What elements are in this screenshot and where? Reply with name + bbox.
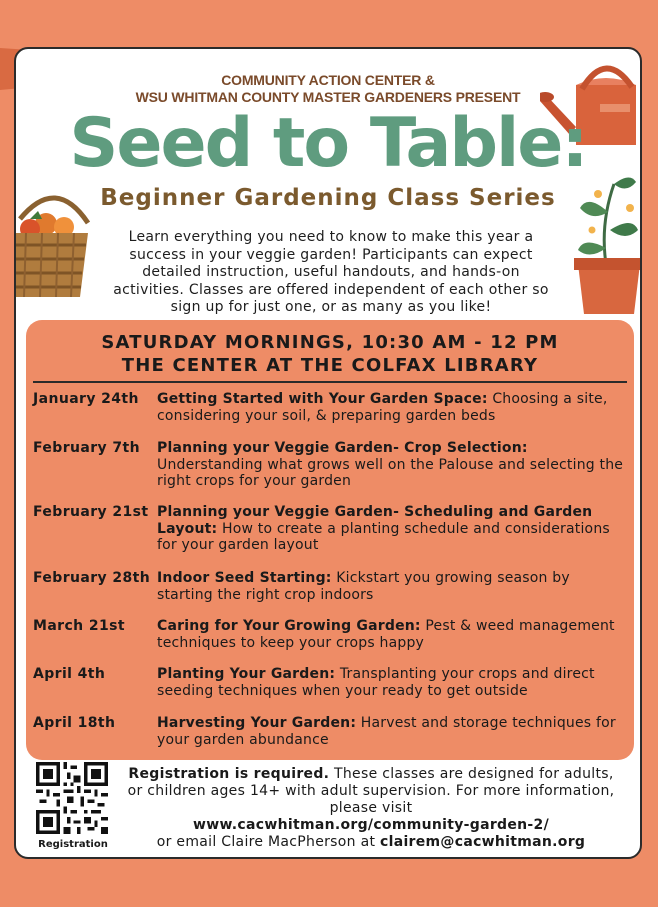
- class-text: Choosing a site, considering your soil, & preparing garden beds: [157, 391, 608, 424]
- registration-url-link[interactable]: www.cacwhitman.org/community-garden-2/: [192, 817, 549, 833]
- class-date: February 7th: [33, 440, 140, 456]
- class-description: [157, 391, 630, 424]
- class-title: Getting Started with Your Garden Space:: [157, 391, 488, 407]
- class-text: Pest & weed management techniques to keep your crops happy: [157, 618, 615, 651]
- class-description: [157, 570, 630, 603]
- event-subtitle: Beginner Gardening Class Series: [100, 185, 556, 211]
- class-description: [157, 618, 630, 651]
- class-text: Harvest and storage techniques for your garden abundance: [157, 715, 616, 748]
- class-text: Transplanting your crops and direct seeding techniques when your ready to get outside: [157, 666, 595, 699]
- schedule-divider: [33, 381, 627, 383]
- class-date: February 21st: [33, 504, 149, 520]
- class-text: How to create a planting schedule and considerations for your garden layout: [157, 520, 610, 553]
- class-title: Planning your Veggie Garden- Crop Selection:: [157, 440, 528, 456]
- schedule-panel: [26, 320, 634, 760]
- qr-code-icon[interactable]: [36, 762, 108, 834]
- class-date: January 24th: [33, 391, 139, 407]
- class-date: February 28th: [33, 570, 151, 586]
- class-text: Kickstart you growing season by starting the right crop indoors: [157, 570, 570, 603]
- schedule-time-heading: SATURDAY MORNINGS, 10:30 AM - 12 PM: [101, 332, 559, 353]
- registration-email-link[interactable]: clairem@cacwhitman.org: [380, 834, 586, 850]
- schedule-location-heading: THE CENTER AT THE COLFAX LIBRARY: [121, 355, 539, 376]
- class-description: [157, 666, 630, 699]
- registration-required: Registration is required.: [128, 766, 330, 782]
- flyer-card: [14, 47, 642, 859]
- class-title: Harvesting Your Garden:: [157, 715, 357, 731]
- class-description: [157, 715, 630, 748]
- class-date: April 18th: [33, 715, 116, 731]
- presenter-line-2: WSU WHITMAN COUNTY MASTER GARDENERS PRESENT: [135, 89, 521, 105]
- intro-paragraph: Learn everything you need to know to make this year a success in your veggie garden! Participants can expect detailed instruction, useful handouts, and hands-on activities. Classes are offered independent of each other so sign up for just one, or as many as you like!: [113, 229, 549, 315]
- class-title: Planning your Veggie Garden- Scheduling and Garden Layout:: [157, 504, 593, 537]
- qr-code-label: Registration: [38, 839, 108, 850]
- class-date: March 21st: [33, 618, 125, 634]
- class-title: Caring for Your Growing Garden:: [157, 618, 421, 634]
- event-title: Seed to Table:: [69, 104, 587, 183]
- class-date: April 4th: [33, 666, 106, 682]
- registration-email-prefix: or email Claire MacPherson at: [156, 834, 376, 850]
- presenter-line-1: COMMUNITY ACTION CENTER &: [221, 72, 435, 88]
- class-description: [157, 440, 630, 490]
- class-text: Understanding what grows well on the Palouse and selecting the right crops for your garden: [157, 456, 624, 489]
- class-description: [157, 504, 630, 554]
- class-title: Indoor Seed Starting:: [157, 570, 332, 586]
- registration-info: [121, 766, 621, 851]
- registration-details: These classes are designed for adults, or children ages 14+ with adult supervision. For more information, please visit: [127, 766, 615, 816]
- class-title: Planting Your Garden:: [157, 666, 336, 682]
